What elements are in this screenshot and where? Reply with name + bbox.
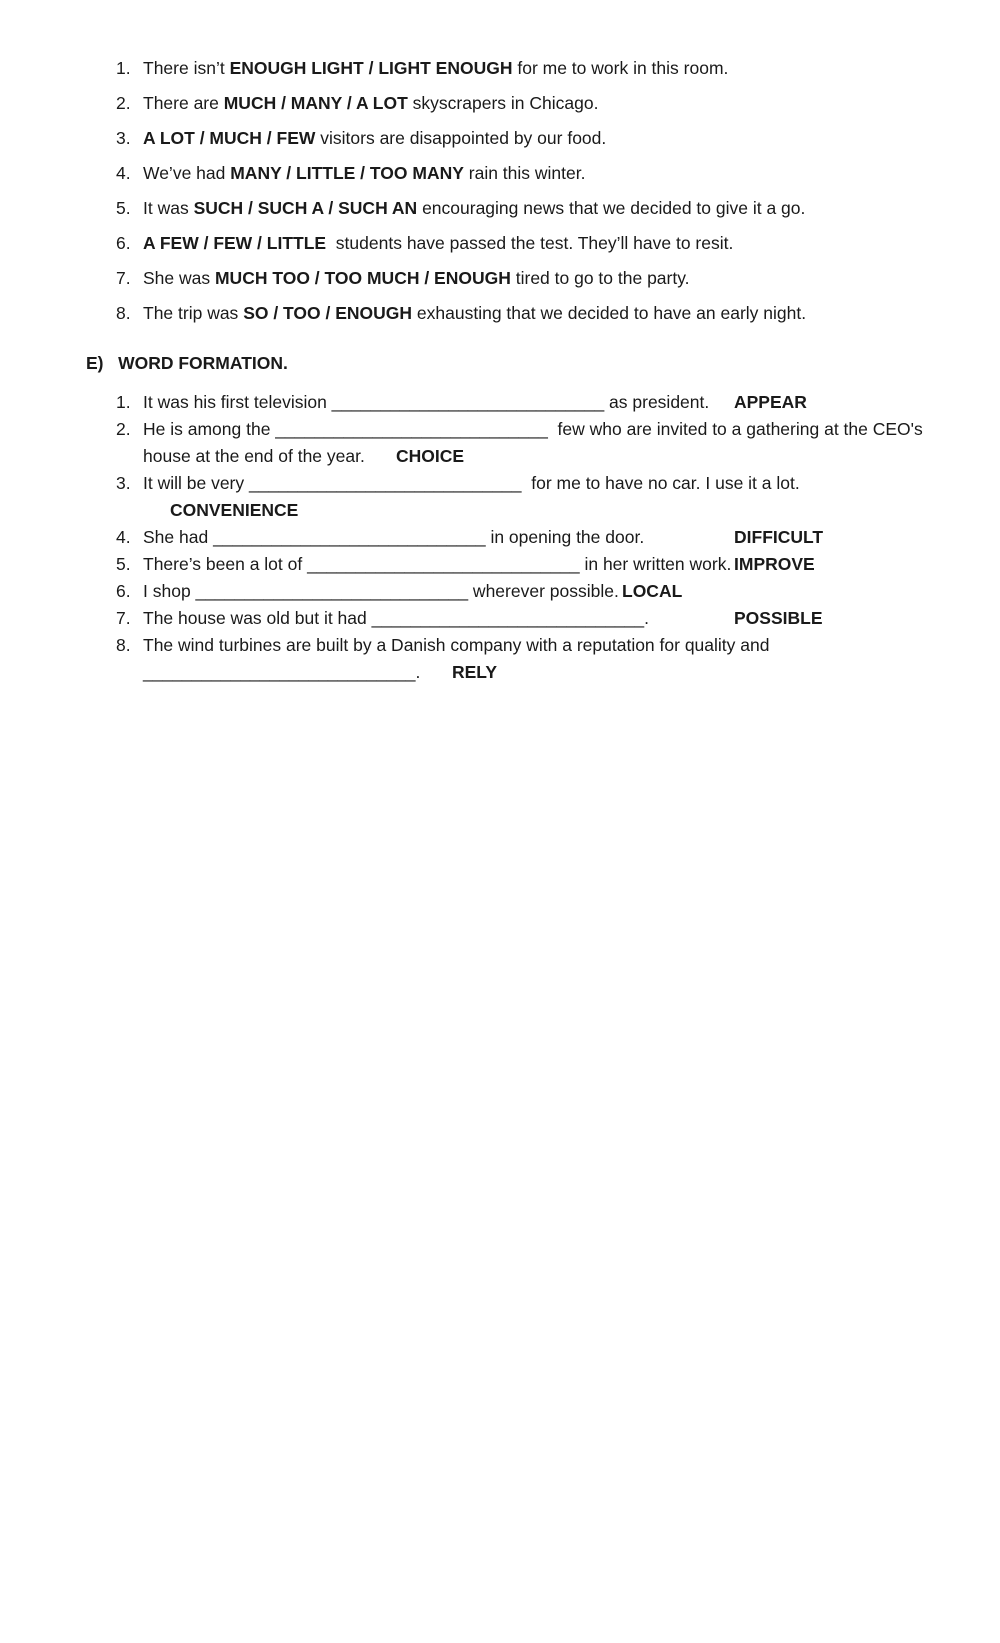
item-text-b: .	[415, 662, 421, 682]
item-text-post: exhausting that we decided to have an early night.	[412, 303, 807, 323]
item-sentence	[143, 267, 690, 289]
item-sentence	[143, 661, 420, 683]
item-sentence	[143, 162, 585, 184]
keyword: CONVENIENCE	[170, 500, 299, 520]
item-text-pre: The trip was	[143, 303, 244, 323]
item-text-a: There’s been a lot of	[143, 554, 308, 574]
item-number: 1.	[116, 392, 131, 412]
answer-blank[interactable]: ____________________________	[213, 527, 486, 547]
keyword: POSSIBLE	[734, 608, 823, 628]
item-number: 5.	[116, 198, 131, 218]
item-sentence	[143, 526, 644, 548]
keyword: CHOICE	[396, 446, 465, 466]
item-text-b: wherever possible.	[468, 581, 619, 601]
item-text-b: as president.	[604, 392, 710, 412]
answer-blank[interactable]: ____________________________	[275, 419, 548, 439]
item-options[interactable]: MUCH / MANY / A LOT	[223, 93, 408, 113]
item-options[interactable]: A LOT / MUCH / FEW	[143, 128, 316, 148]
item-options[interactable]: MUCH TOO / TOO MUCH / ENOUGH	[214, 268, 511, 288]
item-text-post: tired to go to the party.	[510, 268, 690, 288]
item-number: 6.	[116, 233, 131, 253]
item-number: 8.	[116, 635, 131, 655]
item-text-post: visitors are disappointed by our food.	[315, 128, 607, 148]
keyword: APPEAR	[734, 392, 807, 412]
item-text-a: It was his first television	[143, 392, 332, 412]
item-number: 1.	[116, 58, 131, 78]
item-sentence	[143, 302, 806, 324]
item-sentence	[143, 553, 731, 575]
item-number: 4.	[116, 163, 131, 183]
answer-blank[interactable]: ____________________________	[195, 581, 469, 601]
item-options[interactable]: A FEW / FEW / LITTLE	[143, 233, 327, 253]
item-text-a: He is among the	[143, 419, 276, 439]
item-text-b: for me to have no car. I use it a lot.	[521, 473, 800, 493]
item-number: 6.	[116, 581, 131, 601]
item-text-c: house at the end of the year.	[143, 446, 365, 466]
item-number: 8.	[116, 303, 131, 323]
item-options[interactable]: SUCH / SUCH A / SUCH AN	[193, 198, 418, 218]
keyword: DIFFICULT	[734, 527, 824, 547]
item-number: 3.	[116, 128, 131, 148]
item-text-pre: We’ve had	[143, 163, 231, 183]
item-text-b: in her written work.	[579, 554, 732, 574]
keyword: IMPROVE	[734, 554, 815, 574]
item-options[interactable]: SO / TOO / ENOUGH	[243, 303, 413, 323]
item-text-b: few who are invited to a gathering at the CEO's	[547, 419, 923, 439]
item-options[interactable]: MANY / LITTLE / TOO MANY	[230, 163, 464, 183]
answer-blank[interactable]: ____________________________	[249, 473, 522, 493]
item-text-a: She had	[143, 527, 214, 547]
item-number: 4.	[116, 527, 131, 547]
item-number: 2.	[116, 93, 131, 113]
item-number: 7.	[116, 608, 131, 628]
item-text-post: for me to work in this room.	[512, 58, 729, 78]
item-text-b: .	[644, 608, 650, 628]
item-text-pre: There are	[143, 93, 224, 113]
item-sentence	[143, 232, 733, 254]
item-sentence	[143, 197, 805, 219]
item-sentence	[143, 472, 800, 494]
item-number: 2.	[116, 419, 131, 439]
answer-blank[interactable]: ____________________________	[371, 608, 645, 628]
item-text-a: It will be very	[143, 473, 249, 493]
item-text-post: skyscrapers in Chicago.	[407, 93, 599, 113]
item-number: 5.	[116, 554, 131, 574]
item-sentence	[143, 418, 923, 440]
answer-blank[interactable]: ____________________________	[331, 392, 605, 412]
item-sentence	[143, 607, 649, 629]
answer-blank[interactable]: ____________________________	[307, 554, 580, 574]
item-text-pre: She was	[143, 268, 215, 288]
item-number: 7.	[116, 268, 131, 288]
item-text-post: rain this winter.	[463, 163, 586, 183]
item-text-a: I shop	[143, 581, 196, 601]
answer-blank[interactable]: ____________________________	[143, 662, 416, 682]
item-text-post: encouraging news that we decided to give it a go.	[417, 198, 806, 218]
item-text-a: The house was old but it had	[143, 608, 372, 628]
keyword: LOCAL	[622, 581, 683, 601]
item-sentence	[143, 580, 619, 602]
item-sentence	[143, 127, 606, 149]
item-text-pre: There isn’t	[143, 58, 230, 78]
keyword: RELY	[452, 662, 498, 682]
item-text-post: students have passed the test. They’ll have to resit.	[326, 233, 734, 253]
item-sentence	[143, 391, 709, 413]
item-sentence	[143, 57, 728, 79]
item-sentence	[143, 92, 598, 114]
item-text-pre: It was	[143, 198, 194, 218]
section-heading: E) WORD FORMATION.	[86, 353, 288, 373]
item-options[interactable]: ENOUGH LIGHT / LIGHT ENOUGH	[229, 58, 513, 78]
item-text-b: in opening the door.	[485, 527, 645, 547]
item-number: 3.	[116, 473, 131, 493]
item-text-a: The wind turbines are built by a Danish company with a reputation for quality and	[143, 635, 770, 655]
